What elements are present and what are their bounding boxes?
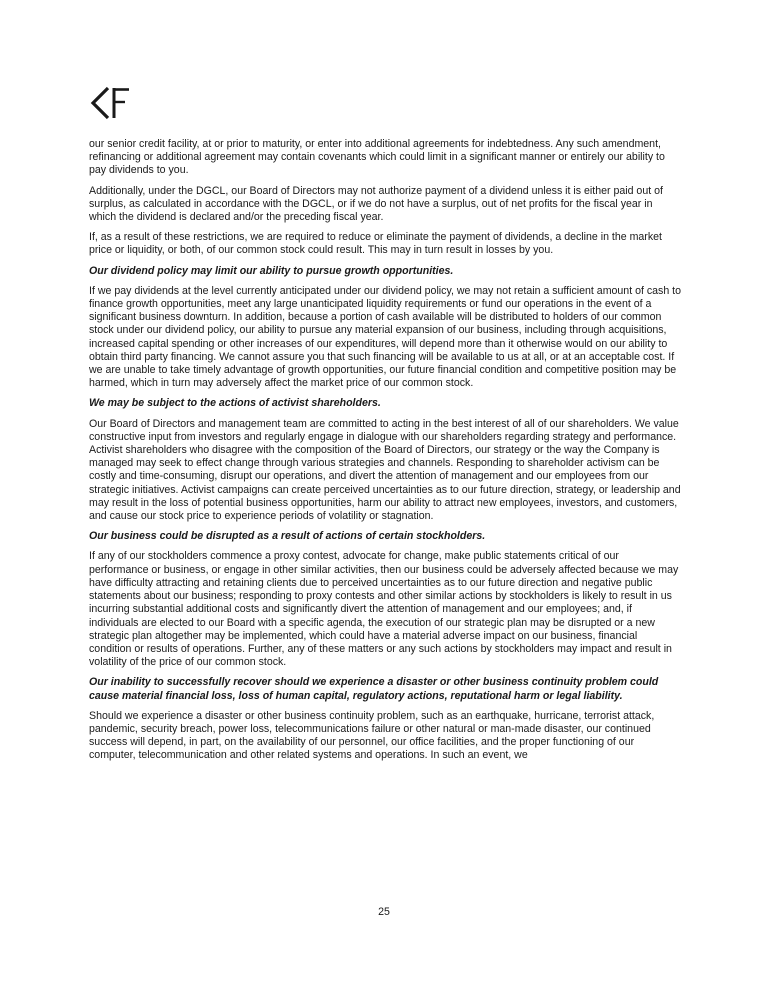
paragraph-business-continuity: Should we experience a disaster or other business continuity problem, such as an earthquake, hurricane, terrorist attack, pandemic, security breach, power loss, telecommunications failure or other natural or man-made disaster, our continued success will depend, in part, on the availability of our personnel, our office facilities, and the proper functioning of our computer, telecommunication and other related systems and operations. In such an event, we <box>89 709 655 762</box>
paragraph-stockholder-actions: If any of our stockholders commence a proxy contest, advocate for change, make public statements critical of our performance or business, or engage in other similar activities, then our business could be adversely affected because we may have difficulty attracting and retaining clients due to perceived uncertainties as to our future direction and negative public statements about our business; responding to proxy contests and other similar actions by stockholders is likely to result in us incurring substantial additional costs and significantly divert the attention of management and our employees; and, if individuals are elected to our Board with a specific agenda, the execution of our strategic plan may be disrupted or a new strategic plan altogether may be implemented, which could have a material adverse impact on our business, financial condition or results of operations. Further, any of these matters or any such actions by stockholders may impact and result in volatility of the price of our common stock. <box>89 550 679 669</box>
kf-logo-icon <box>89 86 137 120</box>
document-body <box>89 138 681 770</box>
paragraph-dividend-policy: If we pay dividends at the level currently anticipated under our dividend policy, we may not retain a sufficient amount of cash to finance growth opportunities, meet any large unanticipated liquidity requirements or fund our operations in the event of a significant business downturn. In addition, because a portion of cash available will be distributed to holders of our common stock under our dividend policy, our ability to pursue any material expansion of our business, including through acquisitions, increased capital spending or other increases of our expenditures, will depend more than it otherwise would on our ability to obtain third party financing. We cannot assure you that such financing will be available to us at all, or at an acceptable cost. If we are unable to take timely advantage of growth opportunities, our future financial condition and competitive position may be harmed, which in turn may adversely affect the market price of our common stock. <box>89 284 682 390</box>
page-number: 25 <box>378 906 390 918</box>
paragraph-credit-facility: our senior credit facility, at or prior to maturity, or enter into additional agreements for indebtedness. Any such amendment, refinancing or additional agreement may contain covenants which could limit in a significant manner or entirely our ability to pay dividends to you. <box>89 138 665 177</box>
company-logo <box>89 86 137 120</box>
paragraph-restrictions: If, as a result of these restrictions, we are required to reduce or eliminate the payment of dividends, a decline in the market price or liquidity, or both, of our common stock could result. This may in turn result in losses by you. <box>89 231 662 257</box>
heading-stockholder-actions: Our business could be disrupted as a result of actions of certain stockholders. <box>89 530 486 543</box>
paragraph-activist-shareholders: Our Board of Directors and management team are committed to acting in the best interest of all of our shareholders. We value constructive input from investors and regularly engage in dialogue with our shareholders regarding strategy and performance. Activist shareholders who disagree with the composition of the Board of Directors, our strategy or the way the Company is managed may seek to effect change through various strategies and channels. Responding to shareholder activism can be costly and time-consuming, disrupt our operations, and divert the attention of management and our employees from our strategic initiatives. Activist campaigns can create perceived uncertainties as to our future direction, strategy, or leadership and may result in the loss of potential business opportunities, harm our ability to attract new employees, investors, and customers, and cause our stock price to experience periods of volatility or stagnation. <box>89 417 681 523</box>
heading-activist-shareholders: We may be subject to the actions of activist shareholders. <box>89 397 381 410</box>
heading-business-continuity: Our inability to successfully recover should we experience a disaster or other business continuity problem could cause material financial loss, loss of human capital, regulatory actions, reputational harm or legal liability. <box>89 676 659 702</box>
heading-dividend-policy: Our dividend policy may limit our ability to pursue growth opportunities. <box>89 264 454 277</box>
paragraph-dgcl: Additionally, under the DGCL, our Board of Directors may not authorize payment of a dividend unless it is either paid out of surplus, as calculated in accordance with the DGCL, or if we do not have a surplus, out of net profits for the fiscal year in which the dividend is declared and/or the preceding fiscal year. <box>89 184 663 224</box>
